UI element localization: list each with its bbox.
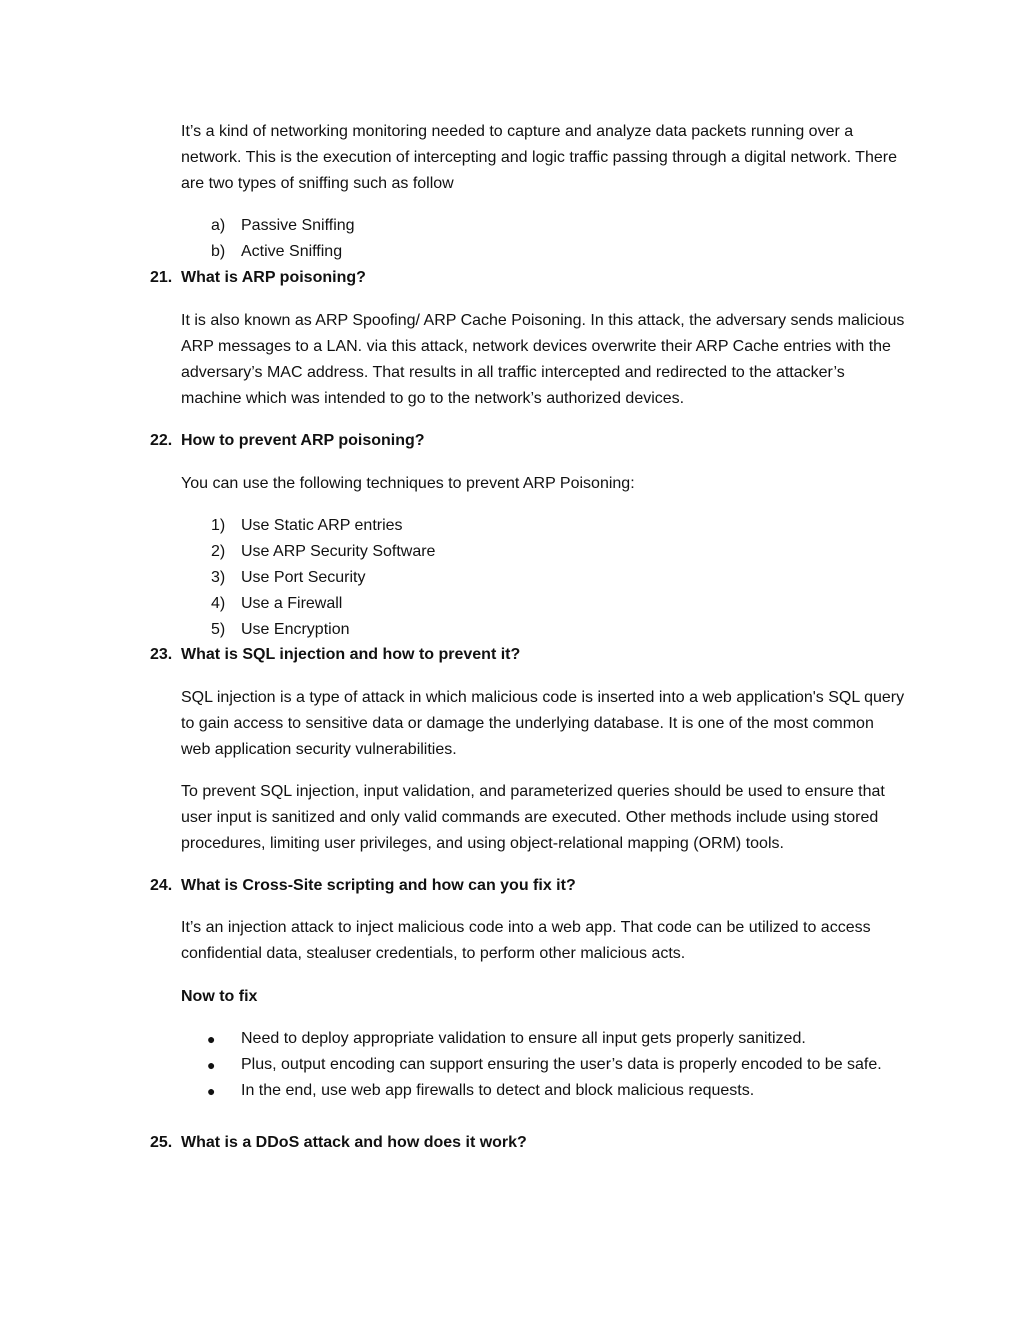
question-number: 22. — [150, 432, 173, 449]
question-number: 24. — [150, 877, 173, 894]
q23-paragraph-2: To prevent SQL injection, input validation, and parameterized queries should be used to ensure that user input is sanitized and only valid commands are executed. Other methods include using stored procedures, limiting user privileges, and using object-relational mapping (ORM) tools. — [181, 783, 885, 852]
question-number: 25. — [150, 1134, 173, 1151]
bullet-icon: ● — [207, 1031, 216, 1047]
list-item — [181, 239, 906, 265]
question-title: What is Cross-Site scripting and how can you fix it? — [181, 877, 576, 894]
list-item-text: In the end, use web app firewalls to detect and block malicious requests. — [241, 1082, 755, 1099]
list-item-text: Active Sniffing — [241, 243, 343, 260]
list-marker: a) — [211, 217, 226, 234]
sniffing-types-list — [181, 213, 906, 265]
list-marker: b) — [211, 243, 226, 260]
list-item — [181, 565, 906, 591]
list-item-text: Use Static ARP entries — [241, 517, 403, 534]
list-item-text: Use ARP Security Software — [241, 543, 436, 560]
q24-subheading: Now to fix — [181, 988, 258, 1005]
list-marker: 2) — [211, 543, 226, 560]
list-item-text: Need to deploy appropriate validation to ensure all input gets properly sanitized. — [241, 1030, 806, 1047]
list-item — [181, 1078, 906, 1104]
intro-paragraph: It’s a kind of networking monitoring needed to capture and analyze data packets running over a network. This is the execution of intercepting and logic traffic passing through a digital network. There are two types of sniffing such as follow — [181, 123, 897, 192]
q21-paragraph: It is also known as ARP Spoofing/ ARP Cache Poisoning. In this attack, the adversary sends malicious ARP messages to a LAN. via this attack, network devices overwrite their ARP Cache entries with the adversary’s MAC address. That results in all traffic intercepted and redirected to the attacker’s machine which was intended to go to the network’s authorized devices. — [181, 312, 905, 407]
list-marker: 5) — [211, 621, 226, 638]
xss-fix-list — [181, 1026, 906, 1104]
list-item — [181, 539, 906, 565]
question-25-heading — [150, 1130, 910, 1156]
q23-paragraph-1: SQL injection is a type of attack in which malicious code is inserted into a web application's SQL query to gain access to sensitive data or damage the underlying database. It is one of the most common web application security vulnerabilities. — [181, 689, 905, 758]
list-item-text: Use Port Security — [241, 569, 366, 586]
list-item-text: Use a Firewall — [241, 595, 343, 612]
q24-paragraph: It’s an injection attack to inject malicious code into a web app. That code can be utilized to access confidential data, stealuser credentials, to perform other malicious acts. — [181, 919, 871, 962]
question-21-heading — [150, 265, 910, 291]
question-23-heading — [150, 642, 910, 668]
list-item — [181, 213, 906, 239]
list-item — [181, 591, 906, 617]
bullet-icon: ● — [207, 1083, 216, 1099]
question-title: How to prevent ARP poisoning? — [181, 432, 425, 449]
list-item — [181, 1052, 906, 1078]
question-number: 21. — [150, 269, 173, 286]
list-marker: 3) — [211, 569, 226, 586]
bullet-icon: ● — [207, 1057, 216, 1073]
question-22-heading — [150, 428, 910, 454]
q22-paragraph: You can use the following techniques to prevent ARP Poisoning: — [181, 475, 635, 492]
list-item-text: Passive Sniffing — [241, 217, 355, 234]
question-title: What is a DDoS attack and how does it work? — [181, 1134, 527, 1151]
question-24-heading — [150, 873, 910, 899]
question-number: 23. — [150, 646, 173, 663]
list-marker: 1) — [211, 517, 226, 534]
list-item-text: Use Encryption — [241, 621, 350, 638]
list-item — [181, 617, 906, 643]
list-item-text: Plus, output encoding can support ensuring the user’s data is properly encoded to be safe. — [241, 1056, 882, 1073]
question-title: What is ARP poisoning? — [181, 269, 366, 286]
question-title: What is SQL injection and how to prevent it? — [181, 646, 521, 663]
list-marker: 4) — [211, 595, 226, 612]
arp-prevention-list — [181, 513, 906, 643]
list-item — [181, 1026, 906, 1052]
list-item — [181, 513, 906, 539]
